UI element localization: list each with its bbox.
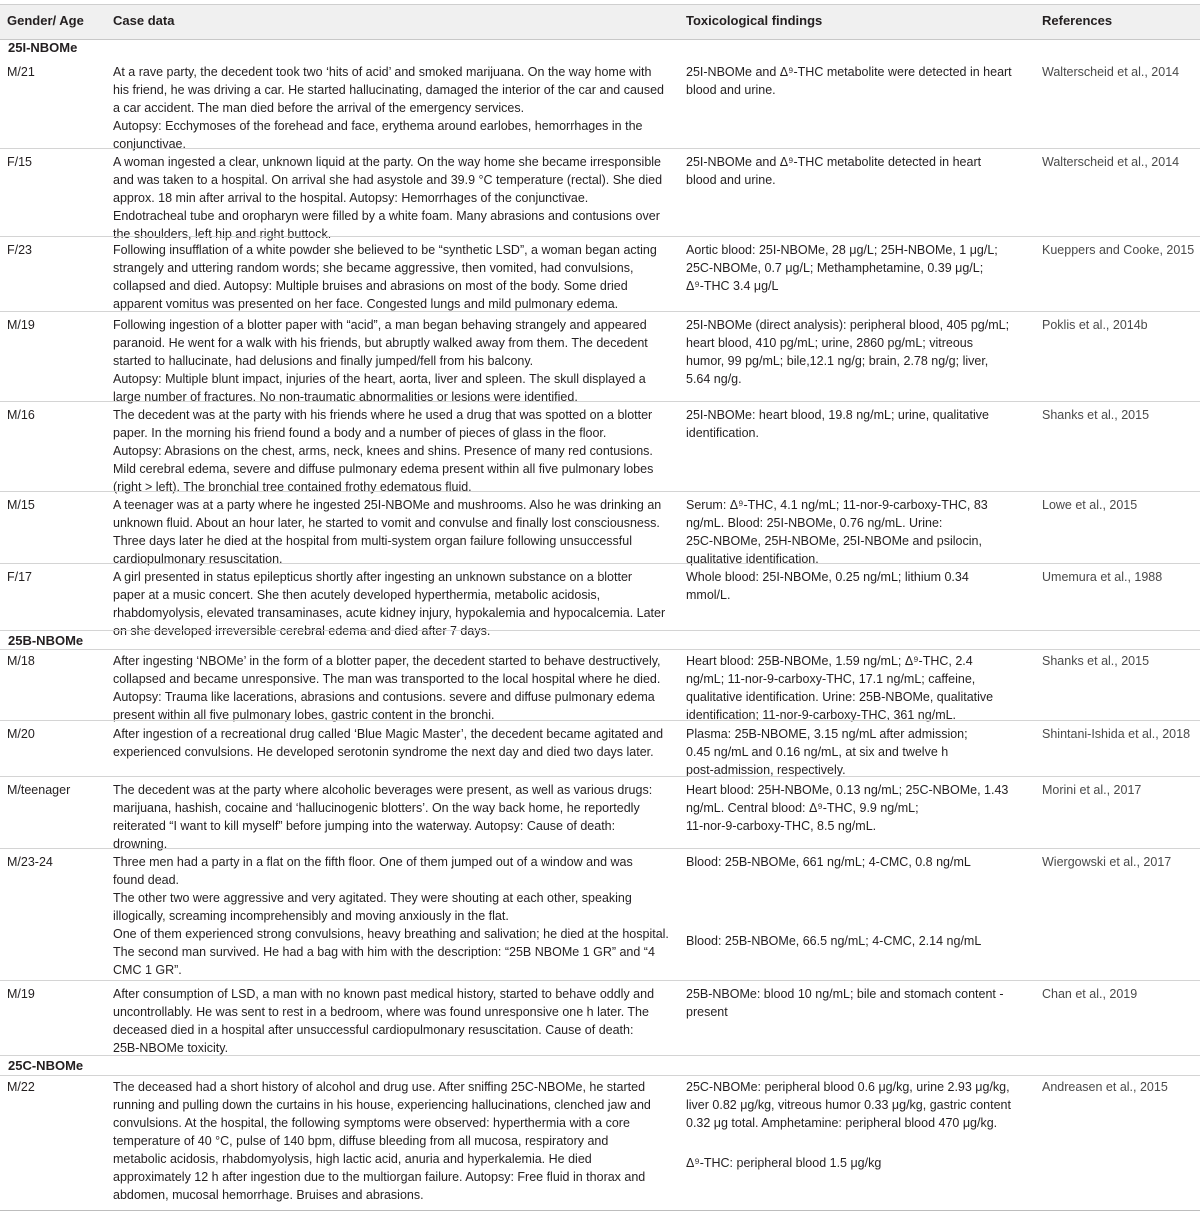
gender-age-cell: M/15 — [7, 498, 35, 512]
case-data-cell — [113, 241, 673, 313]
case-data-cell-line: The second man survived. He had a bag with him with the description: “25B NBOMe 1 GR” and “4 — [113, 945, 655, 959]
tox-findings-cell-line: Whole blood: 25I-NBOMe, 0.25 ng/mL; lithium 0.34 — [686, 570, 969, 584]
case-data-cell-line: After consumption of LSD, a man with no known past medical history, started to behave oddly and — [113, 987, 655, 1001]
tox-findings-cell-line: Blood: 25B-NBOMe, 661 ng/mL; 4-CMC, 0.8 ng/mL — [686, 855, 971, 869]
gender-age-cell: M/16 — [7, 408, 35, 422]
case-data-cell-line: (right > left). The bronchial tree contained frothy edematous fluid. — [113, 480, 472, 494]
gender-age-cell: M/21 — [7, 65, 35, 79]
tox-findings-cell-line: ng/mL. Central blood: Δ⁹-THC, 9.9 ng/mL; — [686, 801, 919, 815]
row-divider — [0, 1075, 1200, 1076]
case-data-cell-line: started to hallucinate, had delusions and finally jumped/fell from his balcony. — [113, 354, 534, 368]
gender-age-cell: M/19 — [7, 987, 35, 1001]
reference-cell: Walterscheid et al., 2014 — [1042, 155, 1180, 169]
case-data-cell-line: A girl presented in status epilepticus shortly after ingesting an unknown substance on a blotter — [113, 570, 633, 584]
tox-findings-cell-line: ng/mL; 11-nor-9-carboxy-THC, 17.1 ng/mL; caffeine, — [686, 672, 976, 686]
row-divider — [0, 491, 1200, 492]
case-data-cell-line: present within all five pulmonary lobes, gastric content in the bronchi. — [113, 708, 495, 722]
row-divider — [0, 720, 1200, 721]
reference-cell: Lowe et al., 2015 — [1042, 498, 1138, 512]
case-data-cell-line: Autopsy: Multiple blunt impact, injuries of the heart, aorta, liver and spleen. The skull displayed a — [113, 372, 646, 386]
tox-findings-cell — [686, 781, 1031, 835]
case-data-cell-line: Following insufflation of a white powder she believed to be “synthetic LSD”, a woman began acting — [113, 243, 657, 257]
tox-findings-cell-line: liver 0.82 μg/kg, vitreous humor 0.33 μg/kg, gastric content — [686, 1098, 1011, 1112]
case-data-cell-line: Endotracheal tube and oropharyn were filled by a white foam. Many abrasions and contusions over — [113, 209, 660, 223]
section-divider — [0, 630, 1200, 631]
case-data-cell-line: a car accident. The man died before the arrival of the emergency services. — [113, 101, 525, 115]
case-data-cell-line: on she developed irreversible cerebral edema and died after 7 days. — [113, 624, 491, 638]
row-divider — [0, 563, 1200, 564]
header-gender-age: Gender/ Age — [7, 13, 84, 28]
tox-findings-cell-line: humor, 99 pg/mL; bile,12.1 ng/g; brain, 2.78 ng/g; liver, — [686, 354, 989, 368]
gender-age-cell: M/23-24 — [7, 855, 53, 869]
tox-findings-cell-line: Heart blood: 25B-NBOMe, 1.59 ng/mL; Δ⁹-THC, 2.4 — [686, 654, 973, 668]
tox-findings-cell-line: 5.64 ng/g. — [686, 372, 742, 386]
case-data-cell-line: 25B-NBOMe toxicity. — [113, 1041, 229, 1055]
tox-findings-cell-line: heart blood, 410 pg/mL; urine, 2860 pg/mL; vitreous — [686, 336, 973, 350]
tox-findings-cell — [686, 316, 1031, 388]
tox-findings-cell-line: present — [686, 1005, 728, 1019]
gender-age-cell: M/20 — [7, 727, 35, 741]
case-data-cell-line: Three men had a party in a flat on the fifth floor. One of them jumped out of a window and was — [113, 855, 633, 869]
case-data-cell-line: drowning. — [113, 837, 168, 851]
case-data-cell — [113, 63, 673, 153]
tox-findings-cell-line: Δ⁹-THC 3.4 μg/L — [686, 279, 779, 293]
case-data-cell — [113, 853, 673, 979]
gender-age-cell: F/15 — [7, 155, 33, 169]
case-data-cell-line: The other two were aggressive and very agitated. They were shouting at each other, speaking — [113, 891, 632, 905]
case-data-cell-line: paper at a music concert. She then acutely developed hyperthermia, metabolic acidosis, — [113, 588, 601, 602]
reference-cell: Chan et al., 2019 — [1042, 987, 1138, 1001]
tox-findings-cell — [686, 406, 1031, 442]
gender-age-cell: F/23 — [7, 243, 33, 257]
tox-findings-cell-line: Heart blood: 25H-NBOMe, 0.13 ng/mL; 25C-NBOMe, 1.43 — [686, 783, 1009, 797]
tox-findings-cell-secondary-line: Blood: 25B-NBOMe, 66.5 ng/mL; 4-CMC, 2.14 ng/mL — [686, 934, 982, 948]
case-data-cell-line: convulsions. At the hospital, the following symptoms were observed: hyperthermia with a core — [113, 1116, 630, 1130]
case-data-cell-line: Following ingestion of a blotter paper with “acid”, a man began behaving strangely and appeared — [113, 318, 647, 332]
case-data-cell-line: The decedent was at the party with his friends where he used a drug that was spotted on a blotter — [113, 408, 653, 422]
tox-findings-cell-line: 11-nor-9-carboxy-THC, 8.5 ng/mL. — [686, 819, 877, 833]
tox-findings-cell-line: 25C-NBOMe, 25H-NBOMe, 25I-NBOMe and psilocin, — [686, 534, 982, 548]
section-title: 25C-NBOMe — [8, 1058, 84, 1073]
case-data-cell-line: After ingesting ‘NBOMe’ in the form of a blotter paper, the decedent started to behave destructively, — [113, 654, 661, 668]
case-data-cell-line: approximately 12 h after ingestion due to the multiorgan failure. Autopsy: Free fluid in thorax and — [113, 1170, 646, 1184]
case-data-cell-line: CMC 1 GR”. — [113, 963, 182, 977]
reference-cell: Andreasen et al., 2015 — [1042, 1080, 1168, 1094]
case-data-cell — [113, 725, 673, 761]
gender-age-cell: M/18 — [7, 654, 35, 668]
case-data-cell-line: and was taken to a hospital. On arrival she had asystole and 39.9 °C temperature (rectal). She died — [113, 173, 663, 187]
row-divider — [0, 980, 1200, 981]
case-data-cell-line: uncontrollably. He was sent to rest in a bedroom, where was found unresponsive one h later. The — [113, 1005, 649, 1019]
row-divider — [0, 401, 1200, 402]
case-data-cell-line: the shoulders, left hip and right buttock. — [113, 227, 332, 241]
row-divider — [0, 148, 1200, 149]
row-divider — [0, 311, 1200, 312]
header-case-data: Case data — [113, 13, 175, 28]
gender-age-cell: M/teenager — [7, 783, 71, 797]
case-data-cell-line: marijuana, hashish, cocaine and ‘hallucinogenic blotters’. On the way back home, he reportedly — [113, 801, 640, 815]
case-data-cell-line: Mild cerebral edema, severe and diffuse pulmonary edema present within all five pulmonary lobes — [113, 462, 654, 476]
reference-cell: Umemura et al., 1988 — [1042, 570, 1163, 584]
case-data-cell-line: Autopsy: Abrasions on the chest, arms, neck, knees and shins. Presence of many red contusions. — [113, 444, 653, 458]
gender-age-cell: F/17 — [7, 570, 33, 584]
tox-findings-cell-line: 25I-NBOMe: heart blood, 19.8 ng/mL; urine, qualitative — [686, 408, 989, 422]
case-data-cell-line: illogically, screaming incomprehensibly and moving anxiously in the flat. — [113, 909, 509, 923]
reference-cell: Poklis et al., 2014b — [1042, 318, 1148, 332]
tox-findings-cell-line: 25C-NBOMe, 0.7 μg/L; Methamphetamine, 0.39 μg/L; — [686, 261, 984, 275]
tox-findings-cell — [686, 63, 1031, 99]
tox-findings-cell — [686, 853, 1031, 871]
row-divider — [0, 848, 1200, 849]
tox-findings-cell-line: 0.45 ng/mL and 0.16 ng/mL, at six and twelve h — [686, 745, 949, 759]
tox-findings-cell-line: 0.32 μg total. Amphetamine: peripheral blood 470 μg/kg. — [686, 1116, 998, 1130]
case-data-cell-line: metabolic acidosis, rhabdomyolysis, high lactic acid, anuria and hyperkalemia. He died — [113, 1152, 592, 1166]
tox-findings-cell-line: Serum: Δ⁹-THC, 4.1 ng/mL; 11-nor-9-carboxy-THC, 83 — [686, 498, 988, 512]
table-header — [0, 4, 1200, 40]
case-data-cell-line: The deceased had a short history of alcohol and drug use. After sniffing 25C-NBOMe, he started — [113, 1080, 646, 1094]
tox-findings-cell-line: mmol/L. — [686, 588, 731, 602]
case-data-cell-line: strangely and uttering random words; she became aggressive, then vomited, had convulsions, — [113, 261, 634, 275]
case-data-cell — [113, 496, 673, 568]
case-data-cell-line: collapsed and became unresponsive. The man was transported to the local hospital where he died. — [113, 672, 661, 686]
tox-findings-cell-line: qualitative identification. — [686, 552, 819, 566]
case-data-cell-line: One of them experienced strong convulsions, heavy breathing and salivation; he died at the hospital. — [113, 927, 669, 941]
reference-cell: Wiergowski et al., 2017 — [1042, 855, 1172, 869]
header-references: References — [1042, 13, 1113, 28]
case-data-cell-line: approx. 18 min after arrival to the hospital. Autopsy: Hemorrhages of the conjunctivae. — [113, 191, 589, 205]
tox-findings-cell-line: 25C-NBOMe: peripheral blood 0.6 μg/kg, urine 2.93 μg/kg, — [686, 1080, 1010, 1094]
tox-findings-cell-line: 25I-NBOMe and Δ⁹-THC metabolite were detected in heart — [686, 65, 1012, 79]
reference-cell: Kueppers and Cooke, 2015 — [1042, 243, 1195, 257]
case-data-cell-line: paranoid. He went for a walk with his friends, but abruptly walked away from them. The decedent — [113, 336, 648, 350]
case-data-cell-line: cardiopulmonary resuscitation. — [113, 552, 283, 566]
case-data-cell-line: found dead. — [113, 873, 180, 887]
tox-findings-cell-line: identification; 11-nor-9-carboxy-THC, 361 ng/mL. — [686, 708, 957, 722]
case-data-cell — [113, 316, 673, 406]
case-data-cell-line: his friend, he was driving a car. He started hallucinating, damaged the interior of the car and caused — [113, 83, 665, 97]
reference-cell: Morini et al., 2017 — [1042, 783, 1142, 797]
tox-findings-cell-line: 25I-NBOMe and Δ⁹-THC metabolite detected in heart — [686, 155, 982, 169]
case-data-cell-line: experienced convulsions. He developed serotonin syndrome the next day and died two days later. — [113, 745, 654, 759]
case-data-cell-line: collapsed and died. Autopsy: Multiple bruises and abrasions on most of the body. Some dried — [113, 279, 628, 293]
row-divider — [0, 776, 1200, 777]
reference-cell: Shanks et al., 2015 — [1042, 654, 1150, 668]
tox-findings-cell — [686, 725, 1031, 779]
tox-findings-cell — [686, 496, 1031, 568]
section-title: 25B-NBOMe — [8, 633, 84, 648]
tox-findings-cell — [686, 985, 1031, 1021]
case-data-cell-line: temperature of 40 °C, pulse of 140 bpm, diffuse bleeding from all mucosa, respiratory and — [113, 1134, 609, 1148]
case-data-cell-line: deceased died in a hospital after unsuccessful cardiopulmonary resuscitation. Cause of death: — [113, 1023, 634, 1037]
case-data-cell-line: unknown fluid. About an hour later, he started to vomit and convulse and finally lost consciousness. — [113, 516, 660, 530]
tox-findings-cell — [686, 652, 1031, 724]
tox-findings-cell — [686, 241, 1031, 295]
tox-findings-cell-secondary — [686, 1154, 1031, 1172]
section-title: 25I-NBOMe — [8, 40, 78, 55]
case-data-cell — [113, 985, 673, 1057]
reference-cell: Shanks et al., 2015 — [1042, 408, 1150, 422]
tox-findings-cell — [686, 1078, 1031, 1132]
case-data-cell-line: apparent vomitus was presented on her face. Congested lungs and mild pulmonary edema. — [113, 297, 619, 311]
tox-findings-cell-line: blood and urine. — [686, 173, 776, 187]
case-data-cell-line: rhabdomyolysis, elevated transaminases, acute kidney injury, hypokalemia and hypocalcemia. Later — [113, 606, 666, 620]
tox-findings-cell-line: Aortic blood: 25I-NBOMe, 28 μg/L; 25H-NBOMe, 1 μg/L; — [686, 243, 998, 257]
case-data-cell-line: Three days later he died at the hospital from multi-system organ failure following unsuccessful — [113, 534, 633, 548]
tox-findings-cell-line: 25I-NBOMe (direct analysis): peripheral blood, 405 pg/mL; — [686, 318, 1010, 332]
gender-age-cell: M/19 — [7, 318, 35, 332]
case-data-cell-line: Autopsy: Trauma like lacerations, abrasions and contusions. severe and diffuse pulmonary edema — [113, 690, 655, 704]
case-data-cell-line: After ingestion of a recreational drug called ‘Blue Magic Master’, the decedent became agitated and — [113, 727, 664, 741]
section-divider — [0, 1055, 1200, 1056]
tox-findings-cell-line: qualitative identification. Urine: 25B-NBOMe, qualitative — [686, 690, 994, 704]
row-divider — [0, 236, 1200, 237]
case-data-cell-line: running and pulling down the curtains in his house, experiencing hallucinations, clenched jaw and — [113, 1098, 651, 1112]
case-data-cell-line: conjunctivae. — [113, 137, 186, 151]
case-data-cell-line: The decedent was at the party where alcoholic beverages were present, as well as various drugs: — [113, 783, 653, 797]
table-bottom-rule — [0, 1210, 1200, 1211]
case-data-cell — [113, 1078, 673, 1204]
tox-findings-cell-line: ng/mL. Blood: 25I-NBOMe, 0.76 ng/mL. Urine: — [686, 516, 943, 530]
tox-findings-cell-secondary — [686, 932, 1031, 950]
case-data-cell-line: reiterated “I want to kill myself” before jumping into the waterway. Autopsy: Cause of death: — [113, 819, 616, 833]
reference-cell: Shintani-Ishida et al., 2018 — [1042, 727, 1191, 741]
tox-findings-cell-line: 25B-NBOMe: blood 10 ng/mL; bile and stomach content - — [686, 987, 1004, 1001]
case-data-cell — [113, 781, 673, 853]
case-data-cell-line: A woman ingested a clear, unknown liquid at the party. On the way home she became irresponsible — [113, 155, 661, 169]
case-data-cell — [113, 406, 673, 496]
case-data-cell-line: Autopsy: Ecchymoses of the forehead and face, erythema around earlobes, hemorrhages in the — [113, 119, 643, 133]
case-data-cell-line: large number of fractures. No non-traumatic abnormalities or lesions were identified. — [113, 390, 578, 404]
reference-cell: Walterscheid et al., 2014 — [1042, 65, 1180, 79]
case-data-cell-line: A teenager was at a party where he ingested 25I-NBOMe and mushrooms. Also he was drinking an — [113, 498, 662, 512]
tox-findings-cell — [686, 153, 1031, 189]
case-data-cell-line: abdomen, mucosal hemorrhage. Bruises and abrasions. — [113, 1188, 424, 1202]
tox-findings-cell-line: post-admission, respectively. — [686, 763, 846, 777]
case-data-cell-line: At a rave party, the decedent took two ‘hits of acid’ and smoked marijuana. On the way home with — [113, 65, 652, 79]
tox-findings-cell-secondary-line: Δ⁹-THC: peripheral blood 1.5 μg/kg — [686, 1156, 882, 1170]
case-data-cell — [113, 652, 673, 724]
tox-findings-cell-line: identification. — [686, 426, 759, 440]
row-divider — [0, 649, 1200, 650]
tox-findings-cell — [686, 568, 1031, 604]
tox-findings-cell-line: Plasma: 25B-NBOME, 3.15 ng/mL after admission; — [686, 727, 968, 741]
gender-age-cell: M/22 — [7, 1080, 35, 1094]
header-toxicological-findings: Toxicological findings — [686, 13, 823, 28]
tox-findings-cell-line: blood and urine. — [686, 83, 776, 97]
case-data-cell-line: paper. In the morning his friend found a body and a number of pieces of glass in the floor. — [113, 426, 607, 440]
case-data-cell — [113, 153, 673, 243]
